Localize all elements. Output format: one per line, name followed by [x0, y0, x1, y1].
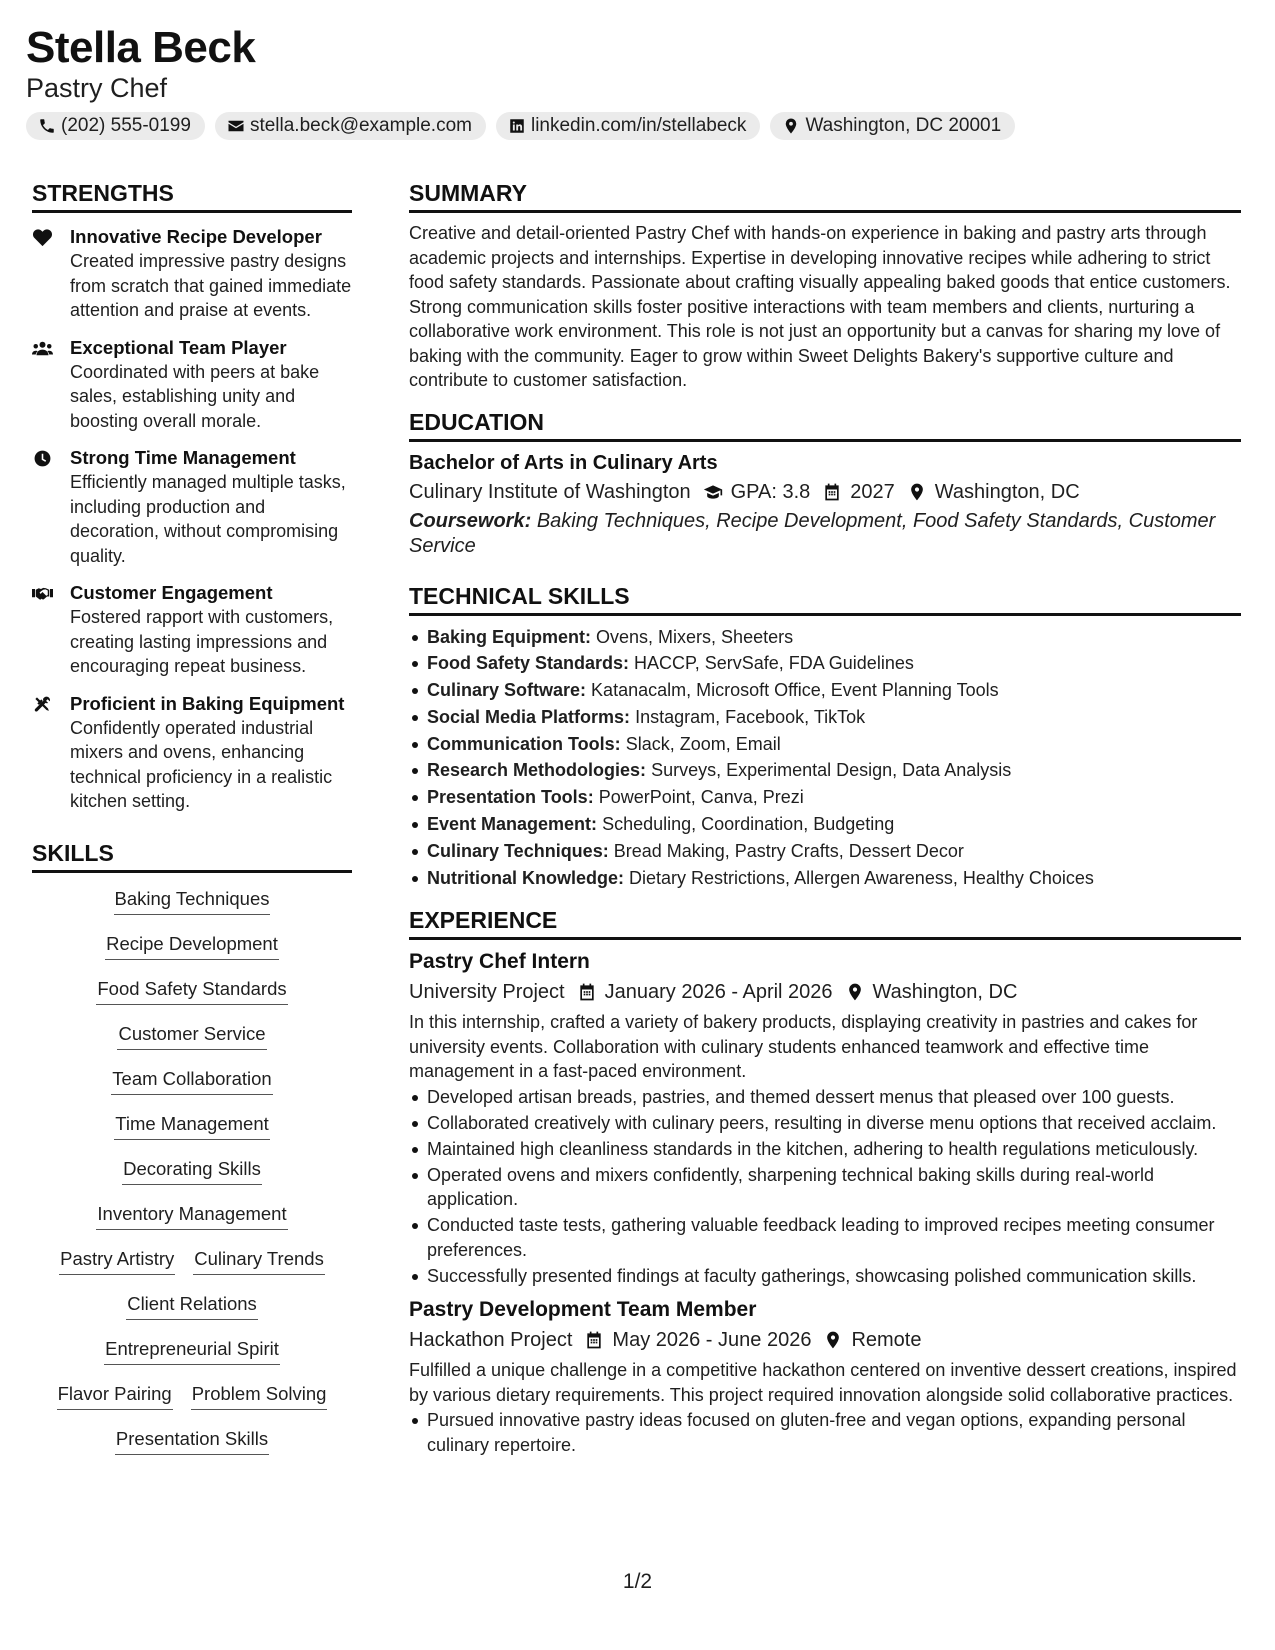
job-bullet: Collaborated creatively with culinary peers, resulting in diverse menu options that received acclaim.	[409, 1111, 1241, 1136]
users-icon	[32, 339, 53, 358]
skill-tag: Pastry Artistry	[59, 1247, 175, 1275]
skill-tag: Entrepreneurial Spirit	[104, 1337, 280, 1365]
skill-row	[105, 932, 279, 977]
skill-row	[57, 1382, 328, 1427]
phone-icon	[38, 117, 56, 135]
technical-skill-value: Instagram, Facebook, TikTok	[635, 706, 866, 727]
technical-skill-item	[409, 624, 1241, 651]
job-org: Hackathon Project	[409, 1329, 573, 1352]
contact-bar	[26, 112, 1246, 140]
experience-heading: EXPERIENCE	[409, 905, 1241, 940]
job-bullet: Developed artisan breads, pastries, and themed dessert menus that pleased over 100 guests.	[409, 1085, 1241, 1110]
map-pin-icon	[907, 482, 927, 502]
job-description: In this internship, crafted a variety of bakery products, displaying creativity in pastries and cakes for university events. Collaboration with culinary students enhanced teamwork and effective time management in a fast-paced environment.	[409, 1012, 1198, 1082]
contact-email[interactable]	[215, 112, 486, 140]
strength-title: Exceptional Team Player	[70, 336, 287, 358]
page-number: 1/2	[622, 1570, 653, 1593]
skill-tag: Decorating Skills	[122, 1157, 262, 1185]
job-entry	[409, 1296, 1241, 1457]
technical-skill-item	[409, 757, 1241, 784]
skill-tag: Inventory Management	[96, 1202, 287, 1230]
strength-title: Customer Engagement	[70, 582, 273, 603]
calendar-icon	[822, 482, 842, 502]
skill-row	[126, 1292, 258, 1337]
technical-skill-label: Communication Tools:	[427, 733, 621, 754]
technical-skills-section	[409, 581, 1241, 892]
job-bullet: Pursued innovative pastry ideas focused on gluten-free and vegan options, expanding personal culinary repertoire.	[409, 1408, 1241, 1457]
education-school: Culinary Institute of Washington	[409, 480, 691, 503]
strengths-heading: STRENGTHS	[32, 178, 352, 213]
job-meta	[409, 978, 1241, 1006]
strength-item	[32, 225, 352, 323]
strength-item	[32, 446, 352, 568]
job-bullet: Maintained high cleanliness standards in the kitchen, adhering to health regulations meticulously.	[409, 1137, 1241, 1162]
education-meta	[409, 478, 1241, 506]
job-location: Remote	[851, 1329, 922, 1352]
heart-icon	[32, 228, 53, 247]
education-section	[409, 407, 1241, 559]
map-pin-icon	[845, 982, 865, 1002]
job-org: University Project	[409, 981, 565, 1004]
technical-skill-item	[409, 865, 1241, 892]
skills-list	[32, 887, 352, 1472]
skill-tag: Presentation Skills	[115, 1427, 269, 1455]
technical-skill-value: Surveys, Experimental Design, Data Analysis	[651, 760, 1012, 781]
job-bullets	[409, 1085, 1241, 1289]
contact-location-text: Washington, DC 20001	[805, 115, 1002, 136]
skill-tag: Food Safety Standards	[96, 977, 287, 1005]
job-bullets	[409, 1408, 1241, 1457]
technical-skill-label: Event Management:	[427, 814, 598, 835]
job-meta	[409, 1326, 1241, 1354]
education-gpa: GPA: 3.8	[730, 480, 811, 503]
job-bullet: Operated ovens and mixers confidently, sharpening technical baking skills during real-world application.	[409, 1163, 1241, 1212]
skill-row	[115, 1427, 269, 1472]
technical-skills-list	[409, 624, 1241, 892]
technical-skill-item	[409, 838, 1241, 865]
linkedin-icon	[508, 117, 526, 135]
job-title: Pastry Chef Intern	[409, 950, 590, 974]
skill-row	[122, 1157, 262, 1202]
clock-icon	[32, 449, 53, 468]
job-title: Pastry Development Team Member	[409, 1298, 757, 1322]
strength-description: Coordinated with peers at bake sales, establishing unity and boosting overall morale.	[70, 361, 320, 431]
technical-skill-item	[409, 784, 1241, 811]
skill-tag: Recipe Development	[105, 932, 279, 960]
strength-title: Proficient in Baking Equipment	[70, 692, 345, 714]
skill-tag: Client Relations	[126, 1292, 258, 1320]
calendar-icon	[584, 1330, 604, 1350]
technical-skills-heading: TECHNICAL SKILLS	[409, 581, 1241, 616]
technical-skill-item	[409, 811, 1241, 838]
skill-row	[111, 1067, 272, 1112]
summary-heading: SUMMARY	[409, 178, 1241, 213]
education-year: 2027	[850, 480, 895, 503]
technical-skill-label: Culinary Software:	[427, 680, 587, 701]
technical-skill-value: Katanacalm, Microsoft Office, Event Planning Tools	[591, 680, 999, 701]
job-bullet: Successfully presented findings at faculty gatherings, showcasing polished communication skills.	[409, 1264, 1241, 1289]
skill-tag: Culinary Trends	[193, 1247, 325, 1275]
strength-title: Innovative Recipe Developer	[70, 226, 322, 247]
education-degree: Bachelor of Arts in Culinary Arts	[409, 451, 718, 474]
skill-row	[114, 1112, 270, 1157]
graduation-cap-icon	[703, 482, 723, 502]
strength-item	[32, 336, 352, 434]
candidate-title: Pastry Chef	[26, 73, 168, 103]
experience-section	[409, 905, 1241, 1457]
job-dates: January 2026 - April 2026	[604, 981, 833, 1004]
resume-header	[26, 22, 1246, 140]
skill-tag: Baking Techniques	[114, 887, 271, 915]
skill-row	[114, 887, 271, 932]
contact-linkedin-text: linkedin.com/in/stellabeck	[530, 115, 747, 136]
job-entry	[409, 948, 1241, 1288]
strength-item	[32, 581, 352, 679]
technical-skill-item	[409, 704, 1241, 731]
skill-tag: Time Management	[114, 1112, 270, 1140]
summary-text: Creative and detail-oriented Pastry Chef with hands-on experience in baking and pastry arts through academic projects and internships. Expertise in developing innovative recipes while adhering to strict food safety standards. Passionate about crafting visually appealing baked goods that entice customers. Strong communication skills foster positive interactions with team members and clients, nurturing a collaborative work environment. This role is not just an opportunity but a canvas for sharing my love of baking with the community. Eager to grow within Sweet Delights Bakery's supportive culture and contribute to customer satisfaction.	[409, 223, 1231, 390]
education-heading: EDUCATION	[409, 407, 1241, 442]
calendar-icon	[577, 982, 597, 1002]
coursework-text: Baking Techniques, Recipe Development, Food Safety Standards, Customer Service	[409, 509, 1216, 557]
strength-description: Fostered rapport with customers, creating lasting impressions and encouraging repeat business.	[70, 607, 334, 676]
strength-description: Efficiently managed multiple tasks, including production and decoration, without compromising quality.	[70, 472, 346, 566]
education-coursework	[409, 509, 1241, 559]
skill-row	[117, 1022, 266, 1067]
technical-skill-label: Nutritional Knowledge:	[427, 867, 624, 888]
skill-tag: Customer Service	[117, 1022, 266, 1050]
strength-title: Strong Time Management	[70, 447, 296, 468]
right-column	[409, 178, 1241, 1459]
technical-skill-label: Food Safety Standards:	[427, 653, 630, 674]
technical-skill-value: PowerPoint, Canva, Prezi	[598, 787, 804, 808]
strengths-list	[32, 225, 352, 814]
technical-skill-item	[409, 677, 1241, 704]
technical-skill-value: Bread Making, Pastry Crafts, Dessert Decor	[613, 840, 964, 861]
technical-skill-label: Research Methodologies:	[427, 760, 647, 781]
job-dates: May 2026 - June 2026	[612, 1329, 812, 1352]
coursework-label: Coursework:	[409, 509, 532, 532]
skill-tag: Problem Solving	[191, 1382, 328, 1410]
candidate-name: Stella Beck	[26, 23, 256, 72]
technical-skill-value: Ovens, Mixers, Sheeters	[596, 626, 794, 647]
skill-row	[96, 1202, 287, 1247]
handshake-icon	[32, 584, 53, 603]
strength-description: Confidently operated industrial mixers and ovens, enhancing technical proficiency in a realistic kitchen setting.	[70, 717, 333, 811]
technical-skill-value: Slack, Zoom, Email	[625, 733, 781, 754]
technical-skill-label: Baking Equipment:	[427, 626, 592, 647]
tools-icon	[32, 695, 53, 714]
skill-row	[96, 977, 287, 1022]
skill-tag: Flavor Pairing	[57, 1382, 173, 1410]
technical-skill-item	[409, 650, 1241, 677]
contact-phone[interactable]	[26, 112, 205, 140]
technical-skill-value: HACCP, ServSafe, FDA Guidelines	[634, 653, 914, 674]
contact-phone-text: (202) 555-0199	[61, 115, 191, 136]
left-column	[32, 178, 352, 1472]
technical-skill-value: Scheduling, Coordination, Budgeting	[602, 814, 895, 835]
strength-item	[32, 692, 352, 814]
envelope-icon	[227, 117, 245, 135]
contact-email-text: stella.beck@example.com	[249, 115, 472, 136]
technical-skill-item	[409, 731, 1241, 758]
job-description: Fulfilled a unique challenge in a competitive hackathon centered on inventive dessert creations, inspired by various dietary requirements. This project required innovation alongside solid collaborative practices.	[409, 1360, 1237, 1405]
education-location: Washington, DC	[934, 480, 1080, 503]
skill-tag: Team Collaboration	[111, 1067, 272, 1095]
contact-location	[770, 112, 1015, 140]
technical-skill-label: Presentation Tools:	[427, 787, 594, 808]
technical-skill-label: Social Media Platforms:	[427, 706, 631, 727]
contact-linkedin[interactable]	[496, 112, 760, 140]
map-pin-icon	[823, 1330, 843, 1350]
map-pin-icon	[782, 117, 800, 135]
skill-row	[104, 1337, 280, 1382]
technical-skill-value: Dietary Restrictions, Allergen Awareness, Healthy Choices	[629, 867, 1094, 888]
job-bullet: Conducted taste tests, gathering valuable feedback leading to improved recipes meeting consumer preferences.	[409, 1213, 1241, 1262]
job-location: Washington, DC	[872, 981, 1018, 1004]
strength-description: Created impressive pastry designs from scratch that gained immediate attention and praise at events.	[70, 251, 352, 320]
technical-skill-label: Culinary Techniques:	[427, 840, 609, 861]
skill-row	[59, 1247, 325, 1292]
skills-heading: SKILLS	[32, 838, 352, 873]
